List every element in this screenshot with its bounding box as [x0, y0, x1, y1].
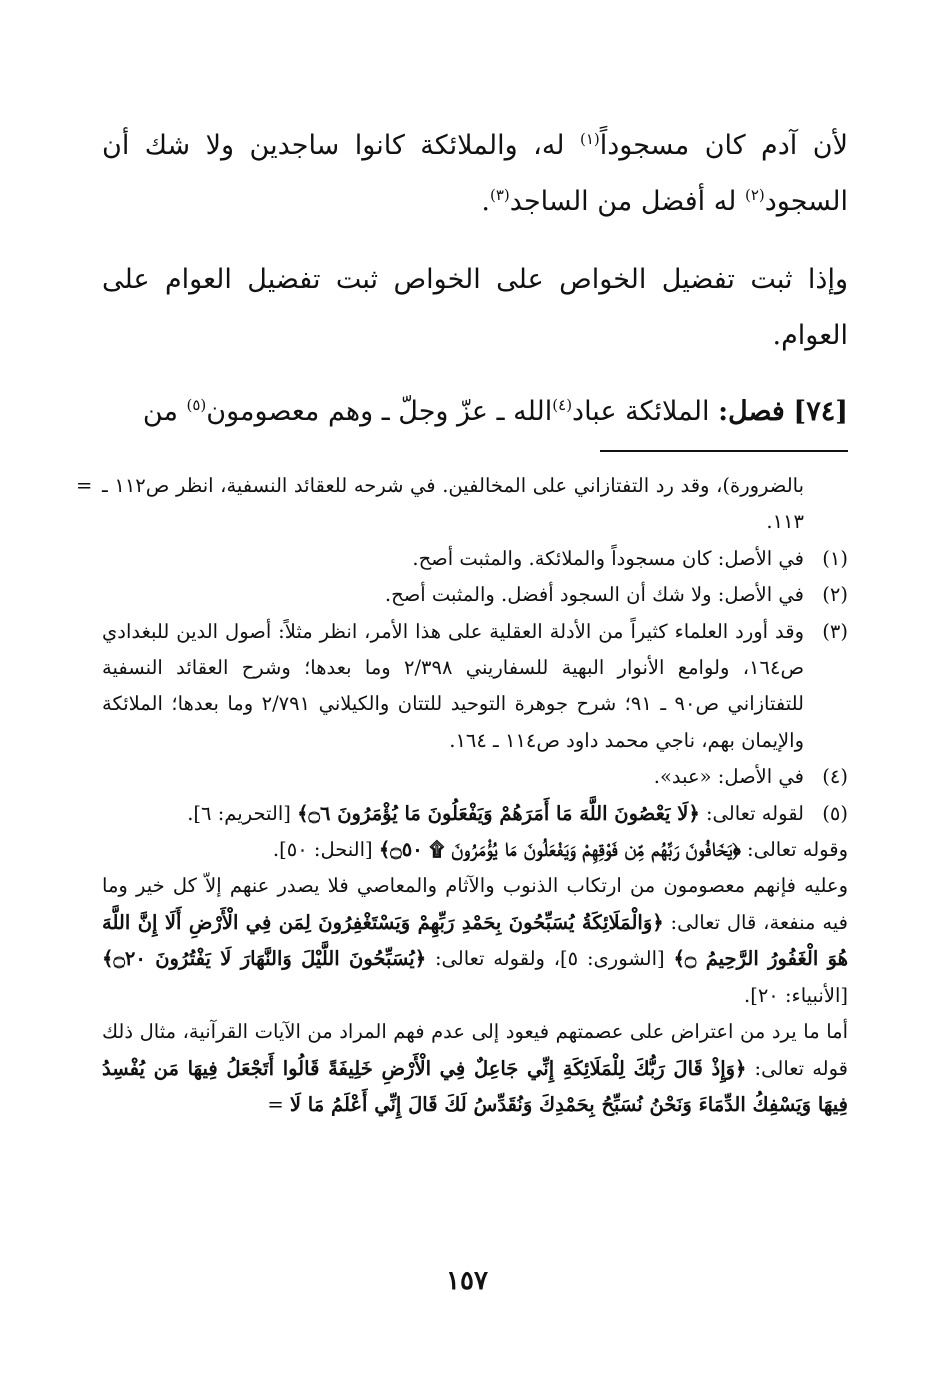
footnote-number: (١): [822, 546, 848, 570]
text-run: الملائكة عباد: [572, 396, 719, 427]
footnote-3: [102, 614, 848, 760]
footnote-5: [102, 796, 848, 832]
continuation-mark: =: [267, 1092, 290, 1116]
footnote-separator: [600, 450, 848, 452]
footnote-text: وعليه فإنهم معصومون من ارتكاب الذنوب والآثام والمعاصي فلا يصدر عنهم إلاّ كل خير وما فيه منفعة، قال تعالى:: [102, 874, 849, 934]
section-title: فصل:: [718, 396, 785, 427]
footnote-text: في الأصل: ولا شك أن السجود أفضل. والمثبت أصح.: [384, 583, 804, 607]
continuation-mark: =: [76, 474, 93, 497]
footnote-1: [102, 541, 848, 577]
text-run: الله ـ عزّ وجلّ ـ وهم معصومون: [206, 396, 553, 427]
footnote-2: [102, 577, 848, 613]
quran-verse: ﴿وَإِذْ قَالَ رَبُّكَ لِلْمَلَائِكَةِ إِنِّي جَاعِلٌ فِي الْأَرْضِ خَلِيفَةً قَالُوا أَتَجْعَلُ فِيهَا مَن يُفْسِدُ فِيهَا وَيَسْفِكُ الدِّمَاءَ وَنَحْنُ نُسَبِّحُ بِحَمْدِكَ وَنُقَدِّسُ لَكَ قَالَ إِنِّي أَعْلَمُ مَا لَا: [102, 1056, 848, 1116]
footnote-ref-3[interactable]: (٣): [489, 186, 510, 204]
verse-reference: [النحل: ٥٠].: [272, 838, 379, 862]
footnote-text: في الأصل: «عبد».: [653, 765, 804, 789]
main-text: [102, 118, 848, 440]
footnote-number: (٢): [822, 583, 848, 607]
footnote-number: (٤): [822, 765, 848, 789]
footnote-text: أما ما يرد من اعتراض على عصمتهم فيعود إلى عدم فهم المراد من الآيات القرآنية، مثال ذلك قوله تعالى:: [102, 1020, 848, 1080]
footnote-ref-5[interactable]: (٥): [186, 396, 207, 414]
footnote-5-paragraph-3: [102, 1014, 848, 1123]
footnote-4: [102, 759, 848, 795]
verse-reference: [التحريم: ٦].: [187, 801, 298, 825]
footnote-number: (٥): [822, 801, 848, 825]
footnote-continuation: [76, 468, 848, 541]
footnote-number: (٣): [822, 619, 848, 643]
verse-reference: [الشورى: ٥]، ولقوله تعالى:: [426, 947, 674, 971]
text-run: من: [142, 396, 187, 427]
text-run: له أفضل من الساجد: [509, 186, 745, 217]
page-number: ١٥٧: [446, 1266, 488, 1296]
quran-verse: ﴿يَخَافُونَ رَبَّهُم مِّن فَوْقِهِمْ وَيَفْعَلُونَ مَا يُؤْمَرُونَ ۩ ۝٥٠﴾: [378, 838, 741, 862]
footnote-text: بالضرورة)، وقد رد التفتازاني على المخالفين. في شرحه للعقائد النسفية، انظر ص١١٢ ـ ١١٣.: [102, 474, 805, 534]
footnote-text: لقوله تعالى:: [699, 801, 804, 825]
text-run: لأن آدم كان مسجوداً: [599, 130, 848, 161]
paragraph-1: [102, 118, 848, 230]
quran-verse: ﴿لَا يَعْصُونَ اللَّهَ مَا أَمَرَهُمْ وَيَفْعَلُونَ مَا يُؤْمَرُونَ ۝٦﴾: [297, 801, 700, 825]
footnote-text: وقد أورد العلماء كثيراً من الأدلة العقلية على هذا الأمر، انظر مثلاً: أصول الدين للبغدادي ص١٦٤، ولوامع الأنوار البهية للسفاريني ٢/٣٩٨ وما بعدها؛ وشرح العقائد النسفية للتفتازاني ص٩٠ ـ ٩١؛ شرح جوهرة التوحيد للتتان والكيلاني ٢/٧٩١ وما بعدها؛ الملائكة والإيمان بهم، ناجي محمد داود ص١١٤ ـ ١٦٤.: [102, 619, 805, 752]
footnote-ref-4[interactable]: (٤): [552, 396, 573, 414]
footnotes: [76, 468, 849, 1123]
footnote-ref-2[interactable]: (٢): [745, 186, 765, 204]
quran-verse: ﴿وَالْمَلَائِكَةُ يُسَبِّحُونَ بِحَمْدِ رَبِّهِمْ وَيَسْتَغْفِرُونَ لِمَن فِي الْأَرْضِ أَلَا إِنَّ اللَّهَ هُوَ الْغَفُورُ الرَّحِيمُ ۝﴾: [102, 910, 848, 971]
text-run: .: [481, 186, 490, 217]
footnote-text: في الأصل: كان مسجوداً والملائكة. والمثبت أصح.: [412, 546, 804, 570]
verse-reference: [الأنبياء: ٢٠].: [744, 983, 848, 1007]
footnote-text: وقوله تعالى:: [740, 838, 848, 862]
quran-verse: ﴿يُسَبِّحُونَ اللَّيْلَ وَالنَّهَارَ لَا يَفْتُرُونَ ۝٢٠﴾: [102, 947, 427, 971]
paragraph-2: وإذا ثبت تفضيل الخواص على الخواص ثبت تفضيل العوام على العوام.: [102, 264, 848, 351]
footnote-ref-1[interactable]: (١): [580, 130, 600, 148]
footnote-5-line-2: [102, 832, 848, 868]
section-number: [٧٤]: [793, 396, 848, 427]
footnote-5-paragraph-2: [102, 868, 848, 1014]
section-74: [102, 384, 848, 440]
text-run: له، والملائكة كانوا ساجدين ولا شك أن السجود: [102, 130, 848, 217]
